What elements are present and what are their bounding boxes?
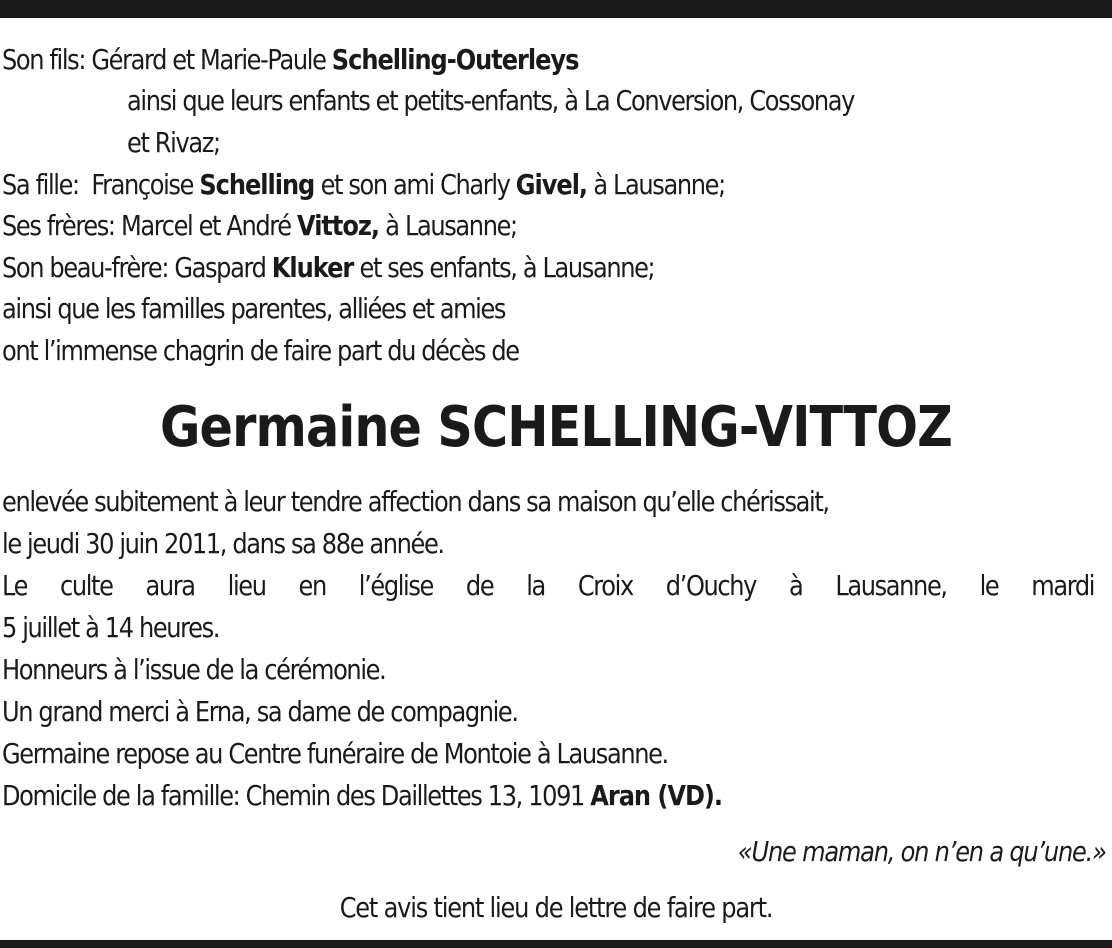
service-line-2: 5 juillet à 14 heures. xyxy=(2,611,220,644)
service-word: d’Ouchy xyxy=(665,569,757,602)
thanks-line: Un grand merci à Erna, sa dame de compagnie. xyxy=(2,695,518,728)
son-names: Gérard et Marie-Paule xyxy=(91,43,326,76)
quote: «Une maman, on n’en a qu’une.» xyxy=(738,835,1106,868)
service-word: Le xyxy=(2,569,28,602)
body-line-2: le jeudi 30 juin 2011, dans sa 88e année. xyxy=(2,527,444,560)
bottom-rule xyxy=(0,940,1112,948)
daughter-label: Sa fille: xyxy=(2,168,79,201)
brothers-line xyxy=(2,206,517,246)
footer-note: Cet avis tient lieu de lettre de faire part. xyxy=(339,891,773,924)
service-word: Croix xyxy=(577,569,633,602)
others-line-1: ainsi que les familles parentes, alliées et amies xyxy=(2,292,506,325)
daughter-line xyxy=(2,165,725,205)
top-rule xyxy=(0,0,1112,18)
brother-in-law-suffix: et ses enfants, à Lausanne; xyxy=(359,251,655,284)
brother-in-law-prefix: Son beau-frère: Gaspard xyxy=(2,251,266,284)
brother-in-law-line xyxy=(2,248,654,288)
domicile-prefix: Domicile de la famille: Chemin des Daillettes 13, 1091 xyxy=(2,779,584,812)
daughter-mid: et son ami Charly xyxy=(320,168,510,201)
daughter-name: Françoise xyxy=(91,168,194,201)
son-line-3: et Rivaz; xyxy=(127,126,220,159)
service-word: l’église xyxy=(358,569,433,602)
brothers-prefix: Ses frères: Marcel et André xyxy=(2,209,291,242)
service-word: de xyxy=(465,569,494,602)
son-label: Son fils: xyxy=(2,43,86,76)
brother-in-law-surname: Kluker xyxy=(271,251,354,284)
service-word: mardi xyxy=(1031,569,1095,602)
son-surname: Schelling-Outerleys xyxy=(331,43,579,76)
service-word: à xyxy=(788,569,803,602)
others-line-2: ont l’immense chagrin de faire part du décès de xyxy=(2,334,519,367)
son-line xyxy=(2,40,578,80)
daughter-friend-surname: Givel, xyxy=(515,168,588,201)
body-line-1: enlevée subitement à leur tendre affection dans sa maison qu’elle chérissait, xyxy=(2,485,829,518)
service-word: la xyxy=(526,569,545,602)
brothers-place: à Lausanne; xyxy=(385,209,517,242)
honours-line: Honneurs à l’issue de la cérémonie. xyxy=(2,653,386,686)
service-word: le xyxy=(979,569,999,602)
service-word: lieu xyxy=(227,569,266,602)
domicile-place: Aran (VD). xyxy=(590,779,723,812)
son-line-2: ainsi que leurs enfants et petits-enfants, à La Conversion, Cossonay xyxy=(127,84,855,117)
brothers-surname: Vittoz, xyxy=(297,209,380,242)
service-line xyxy=(2,566,1094,606)
domicile-line xyxy=(2,776,722,816)
daughter-place: à Lausanne; xyxy=(593,168,725,201)
service-word: Lausanne, xyxy=(835,569,947,602)
service-word: culte xyxy=(59,569,113,602)
daughter-surname: Schelling xyxy=(199,168,315,201)
rests-line: Germaine repose au Centre funéraire de Montoie à Lausanne. xyxy=(2,737,668,770)
service-word: en xyxy=(298,569,326,602)
service-word: aura xyxy=(145,569,195,602)
deceased-name: Germaine SCHELLING-VITTOZ xyxy=(159,395,953,460)
